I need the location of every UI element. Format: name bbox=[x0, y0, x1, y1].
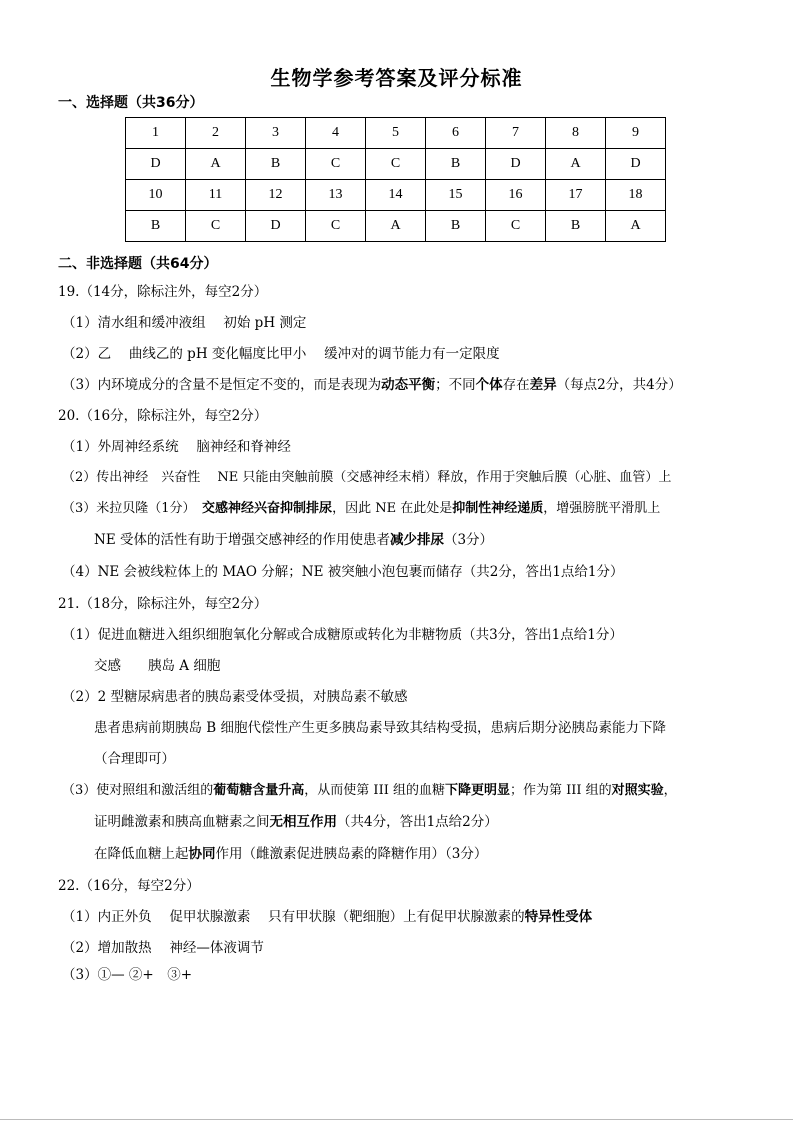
q19-answer-3 bbox=[62, 376, 682, 394]
text-segment: ， bbox=[663, 783, 677, 798]
text-segment: 存在 bbox=[502, 377, 530, 393]
question-number: 14 bbox=[366, 180, 426, 211]
question-number: 11 bbox=[186, 180, 246, 211]
page-title: 生物学参考答案及评分标准 bbox=[270, 66, 523, 90]
answer-cell: B bbox=[126, 211, 186, 242]
answer-cell: B bbox=[426, 211, 486, 242]
text-segment: （共4分，答出1点给2分） bbox=[337, 814, 498, 830]
answer-cell: C bbox=[306, 149, 366, 180]
question-number: 6 bbox=[426, 118, 486, 149]
question-number: 5 bbox=[366, 118, 426, 149]
question-number: 10 bbox=[126, 180, 186, 211]
text-segment: 证明雌激素和胰高血糖素之间 bbox=[94, 814, 270, 830]
q20-answer-4: （4）NE 会被线粒体上的 MAO 分解；NE 被突触小泡包裹而储存（共2分，答出1点给1分） bbox=[62, 564, 624, 580]
q21-answer-3 bbox=[62, 782, 677, 800]
section2-heading: 二、非选择题（共64分） bbox=[58, 256, 218, 272]
key-term: 特异性受体 bbox=[524, 909, 593, 925]
key-term: 减少排尿 bbox=[389, 532, 444, 548]
q22-answer-3: （3）①— ②+ ③+ bbox=[62, 967, 193, 983]
question-number: 2 bbox=[186, 118, 246, 149]
text-segment: （3）使对照组和激活组的 bbox=[62, 783, 214, 798]
text-segment: （3分） bbox=[443, 532, 494, 548]
text-segment: （1）内正外负 促甲状腺激素 只有甲状腺（靶细胞）上有促甲状腺激素的 bbox=[62, 909, 525, 925]
text-segment: 在降低血糖上起 bbox=[94, 846, 189, 862]
answer-cell: D bbox=[486, 149, 546, 180]
answer-cell: B bbox=[546, 211, 606, 242]
key-term: 交感神经兴奋抑制排尿 bbox=[202, 501, 333, 516]
question-number: 13 bbox=[306, 180, 366, 211]
question-number: 8 bbox=[546, 118, 606, 149]
answer-cell: A bbox=[606, 211, 666, 242]
text-segment: ，增强膀胱平滑肌上 bbox=[543, 501, 661, 516]
q20-answer-3-cont bbox=[94, 531, 493, 549]
text-segment: ；不同 bbox=[435, 377, 476, 393]
table-row bbox=[126, 211, 666, 242]
q19-answer-1: （1）清水组和缓冲液组 初始 pH 测定 bbox=[62, 315, 307, 331]
question-number: 9 bbox=[606, 118, 666, 149]
answer-table bbox=[125, 117, 666, 242]
text-segment: （3）米拉贝隆（1分） bbox=[62, 501, 203, 516]
q22-header: 22.（16分，每空2分） bbox=[58, 878, 200, 894]
q21-answer-3-cont bbox=[94, 813, 498, 831]
question-number: 1 bbox=[126, 118, 186, 149]
key-term: 无相互作用 bbox=[269, 814, 337, 830]
question-number: 16 bbox=[486, 180, 546, 211]
text-segment: （3）内环境成分的含量不是恒定不变的，而是表现为 bbox=[62, 377, 382, 393]
key-term: 抑制性神经递质 bbox=[452, 501, 544, 516]
section1-heading: 一、选择题（共36分） bbox=[58, 95, 204, 111]
question-number: 15 bbox=[426, 180, 486, 211]
q22-answer-1 bbox=[62, 908, 592, 926]
q22-answer-2: （2）增加散热 神经—体液调节 bbox=[62, 940, 264, 956]
answer-cell: B bbox=[246, 149, 306, 180]
table-row bbox=[126, 149, 666, 180]
answer-cell: A bbox=[546, 149, 606, 180]
answer-cell: A bbox=[366, 211, 426, 242]
answer-cell: C bbox=[186, 211, 246, 242]
answer-cell: C bbox=[366, 149, 426, 180]
question-number: 7 bbox=[486, 118, 546, 149]
key-term: 葡萄糖含量升高 bbox=[213, 783, 305, 798]
key-term: 动态平衡 bbox=[381, 377, 436, 393]
q21-header: 21.（18分，除标注外，每空2分） bbox=[58, 596, 268, 612]
question-number: 18 bbox=[606, 180, 666, 211]
q20-answer-1: （1）外周神经系统 脑神经和脊神经 bbox=[62, 439, 291, 455]
question-number: 3 bbox=[246, 118, 306, 149]
answer-cell: A bbox=[186, 149, 246, 180]
answer-cell: C bbox=[486, 211, 546, 242]
q19-header: 19.（14分，除标注外，每空2分） bbox=[58, 284, 268, 300]
answer-cell: B bbox=[426, 149, 486, 180]
question-number: 12 bbox=[246, 180, 306, 211]
text-segment: ；作为第 III 组的 bbox=[509, 783, 612, 798]
key-term: 下降更明显 bbox=[444, 783, 510, 798]
q21-answer-4 bbox=[94, 845, 487, 863]
table-row bbox=[126, 118, 666, 149]
q21-answer-1: （1）促进血糖进入组织细胞氧化分解或合成糖原或转化为非糖物质（共3分，答出1点给1分） bbox=[62, 627, 623, 643]
question-number: 17 bbox=[546, 180, 606, 211]
question-number: 4 bbox=[306, 118, 366, 149]
text-segment: ，从而使第 III 组的血糖 bbox=[304, 783, 445, 798]
text-segment: 作用（雌激素促进胰岛素的降糖作用）（3分） bbox=[215, 846, 488, 862]
key-term: 协同 bbox=[188, 846, 216, 862]
q21-answer-2: （2）2 型糖尿病患者的胰岛素受体受损，对胰岛素不敏感 bbox=[62, 689, 408, 705]
key-term: 差异 bbox=[529, 377, 557, 393]
answer-cell: C bbox=[306, 211, 366, 242]
page-bottom-rule bbox=[0, 1119, 793, 1120]
key-term: 对照实验 bbox=[611, 783, 664, 798]
answer-cell: D bbox=[246, 211, 306, 242]
q19-answer-2: （2）乙 曲线乙的 pH 变化幅度比甲小 缓冲对的调节能力有一定限度 bbox=[62, 346, 500, 362]
key-term: 个体 bbox=[475, 377, 503, 393]
q20-answer-3 bbox=[62, 500, 660, 518]
text-segment: NE 受体的活性有助于增强交感神经的作用使患者 bbox=[94, 532, 390, 548]
q21-answer-2-cont: 患者患病前期胰岛 B 细胞代偿性产生更多胰岛素导致其结构受损，患病后期分泌胰岛素能力下降 bbox=[94, 720, 667, 736]
answer-cell: D bbox=[126, 149, 186, 180]
q21-answer-1-cont: 交感 胰岛 A 细胞 bbox=[94, 658, 221, 674]
text-segment: （每点2分，共4分） bbox=[556, 377, 682, 393]
q21-answer-2-note: （合理即可） bbox=[94, 751, 175, 767]
table-row bbox=[126, 180, 666, 211]
q20-header: 20.（16分，除标注外，每空2分） bbox=[58, 408, 268, 424]
q20-answer-2: （2）传出神经 兴奋性 NE 只能由突触前膜（交感神经末梢）释放，作用于突触后膜（心脏、血管）上 bbox=[62, 470, 672, 485]
answer-cell: D bbox=[606, 149, 666, 180]
text-segment: ，因此 NE 在此处是 bbox=[332, 501, 453, 516]
